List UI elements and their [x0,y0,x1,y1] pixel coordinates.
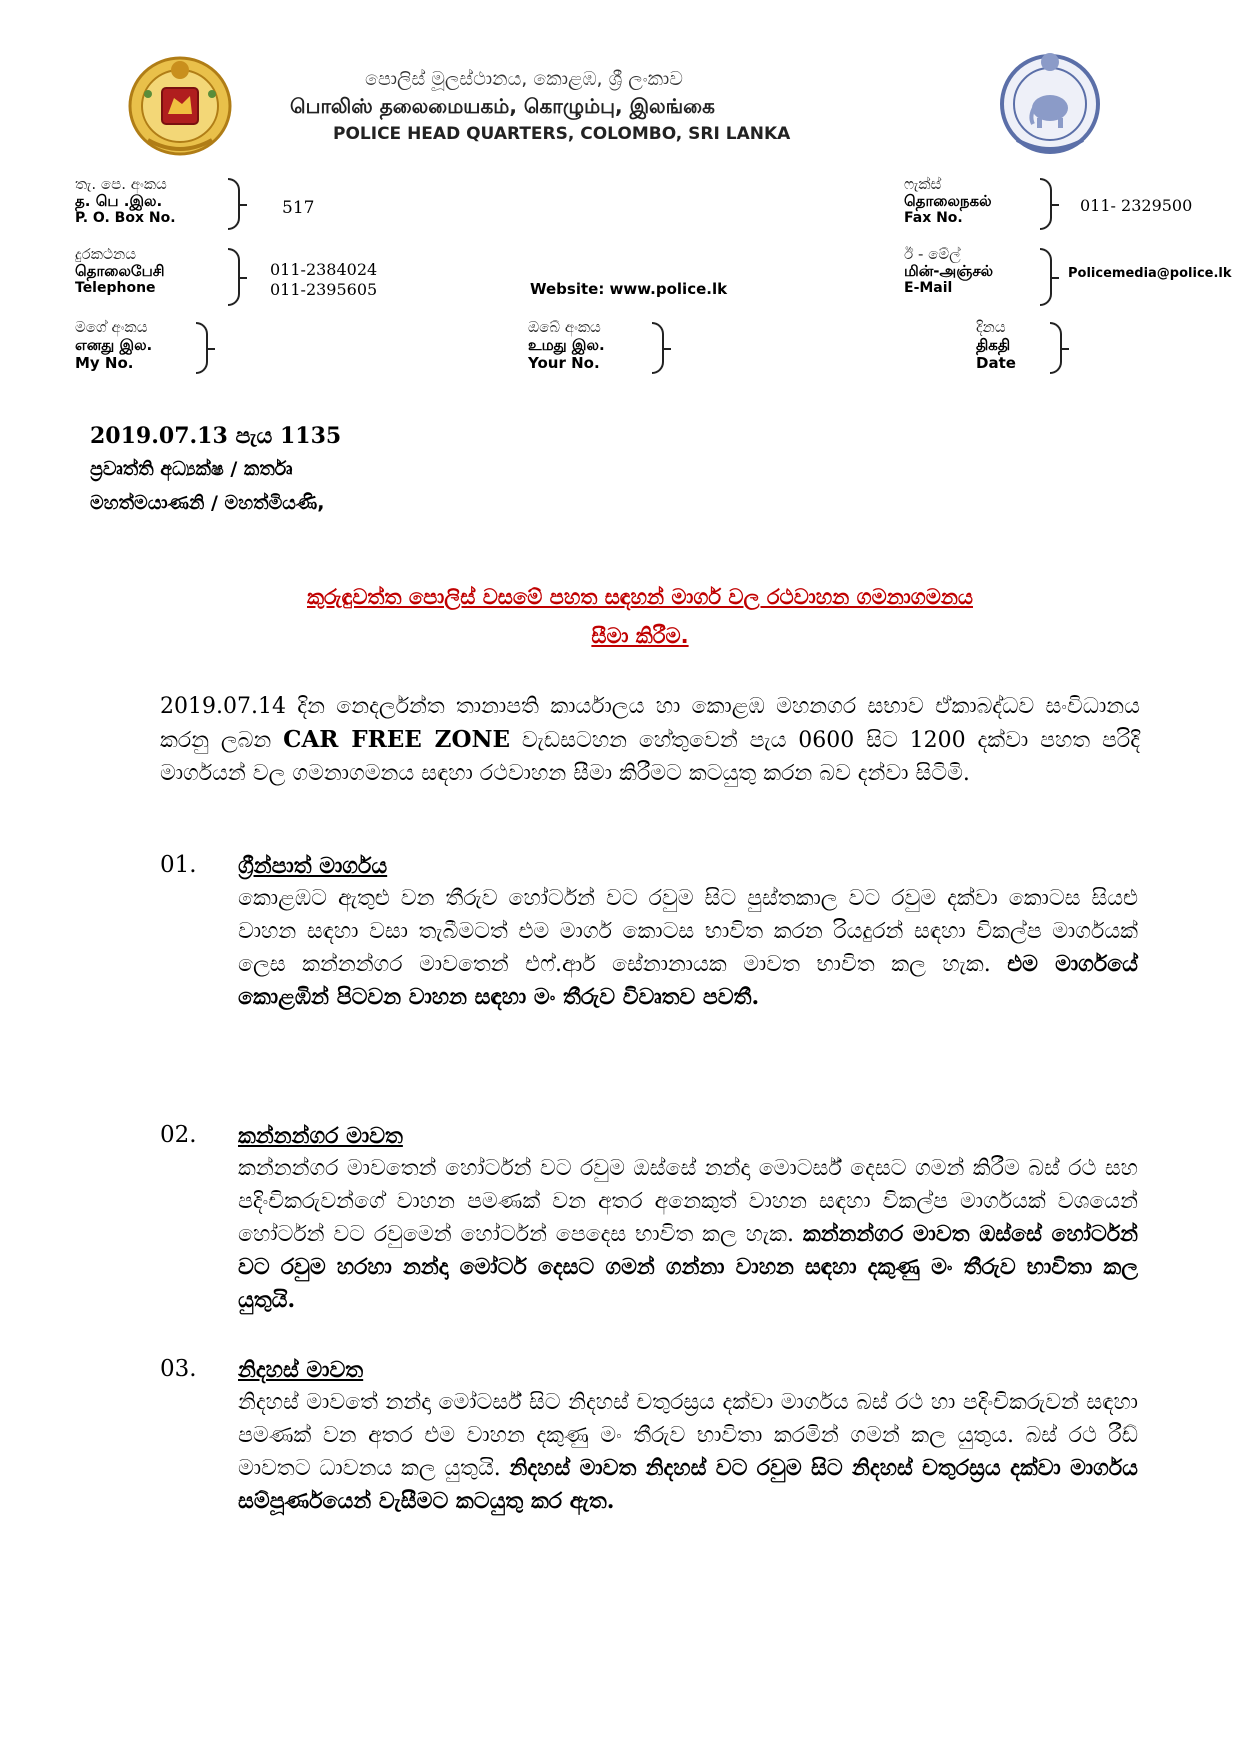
subject-line-1: කුරුඳුවත්ත පොලිස් වසමේ පහත සඳහන් මාර්ග වල රථවාහන ගමනාගමනය [307,585,973,609]
letter-date-line: 2019.07.13 පැය 1135 [90,423,342,449]
police-emblem [995,48,1105,156]
telephone-label: දුරකථනය தொலைபேசி Telephone [75,245,165,296]
your-no-label: ඔබේ අංකය உமது இல. Your No. [528,318,605,372]
section-heading: කන්නන්ගර මාවත [238,1124,403,1149]
telephone-value-1: 011-2384024 [270,260,378,279]
po-box-brace [228,178,240,230]
header-title-english: POLICE HEAD QUARTERS, COLOMBO, SRI LANKA [333,124,791,144]
section-number: 02. [160,1122,197,1148]
fax-value: 011- 2329500 [1080,196,1193,215]
email-label: ඊ - මේල් மின்-அஞ்சல் E-Mail [904,245,994,296]
letter-recipient: ප්‍රවෘත්ති අධ්‍යක්ෂ / කර්තෘ [90,458,293,480]
letter-salutation: මහත්මයාණනි / මහත්මියණි, [90,492,325,514]
po-box-value: 517 [282,198,315,218]
car-free-zone: CAR FREE ZONE [283,726,511,753]
section-body: කොළඹට ඇතුළු වන තීරුව හෝර්ටන් වට රවුම සිට පුස්තකාල වට රවුම දක්වා කොටස සියළු වාහන සඳහා වසා තැබීමටත් එම මාර්ග කොටස භාවිත කරන රියදුරන් සඳහා විකල්ප මාර්ගයක් ලෙස කන්නන්ගර මාවතෙන් එෆ්.ආර් සේනානායක මාවත භාවිත කල හැක. එම මාර්ගයේ කොළඹින් පිටවන වාහන සඳහා මං තීරුව විවෘතව පවතී. [238,886,1138,1010]
intro-paragraph: 2019.07.14 දින නෙදර්ලන්ත තානාපති කාර්යාලය හා කොළඹ මහනගර සභාව ඒකාබද්ධව සංවිධානය කරනු ලබන CAR FREE ZONE වැඩසටහන හේතුවෙන් පැය 0600 සිට 1200 දක්වා පහත පරිදි මාර්ගයන් වල ගමනාගමනය සඳහා රථවාහන සීමා කිරීමට කටයුතු කරන බව දන්වා සිටිමි. [160,694,1140,786]
header-title-tamil: பொலிஸ் தலைமையகம், கொழும்பு, இலங்கை [290,94,715,118]
email-value: Policemedia@police.lk [1068,266,1232,281]
po-box-label: තැ. පෙ. අංකය த. பெ .இல. P. O. Box No. [75,175,176,226]
my-no-brace [196,322,208,374]
header-title-sinhala: පොලිස් මූලස්ථානය, කොළඹ, ශ්‍රී ලංකාව [365,68,683,90]
fax-brace [1040,178,1052,230]
date-brace [1050,322,1062,374]
email-brace [1040,248,1052,306]
my-no-label: මගේ අංකය எனது இல. My No. [75,318,153,372]
subject-line-2: සීමා කිරීම. [591,624,689,648]
telephone-value-2: 011-2395605 [270,280,378,299]
section-number: 03. [160,1356,197,1382]
fax-label: ෆැක්ස් தொலைநகல் Fax No. [904,175,992,226]
section-body: නිදහස් මාවතේ නන්දා මෝටර්ස් සිට නිදහස් චතුරස්‍රය දක්වා මාර්ගය බස් රථ හා පදිංචිකරුවන් සඳහා පමණක් වන අතර එම වාහන දකුණු මං තීරුව භාවිතා කරමින් ගමන් කල යුතුය. බස් රථ රීඩ් මාවතට ධාවනය කල යුතුයි. නිදහස් මාවත නිදහස් වට රවුම සිට නිදහස් චතුරස්‍රය දක්වා මාර්ගය සම්පූර්ණයෙන් වැසීමට කටයුතු කර ඇත. [238,1390,1138,1514]
website: Website: www.police.lk [530,280,728,298]
telephone-brace [228,248,240,306]
section-heading: ග්‍රීන්පාත් මාර්ගය [238,854,388,879]
section-body: කන්නන්ගර මාවතෙන් හෝර්ටන් වට රවුම ඔස්සේ නන්දා මොටර්ස් දෙසට ගමන් කිරීම බස් රථ සහ පදිංචිකරුවන්ගේ වාහන පමණක් වන අතර අනෙකුත් වාහන සඳහා විකල්ප මාර්ගයක් වශයෙන් හෝර්ටන් වට රවුමෙන් හෝර්ටන් පෙදෙස භාවිත කල හැක. කන්නන්ගර මාවත ඔස්සේ හෝර්ටන් වට රවුම හරහා නන්දා මෝටර් දෙසට ගමන් ගන්නා වාහන සඳහා දකුණු මං තීරුව භාවිතා කල යුතුයි. [238,1156,1138,1313]
date-label: දිනය திகதி Date [976,318,1016,372]
your-no-brace [652,322,664,374]
sri-lanka-emblem [124,54,236,160]
section-number: 01. [160,852,197,878]
section-heading: නිදහස් මාවත [238,1358,364,1383]
